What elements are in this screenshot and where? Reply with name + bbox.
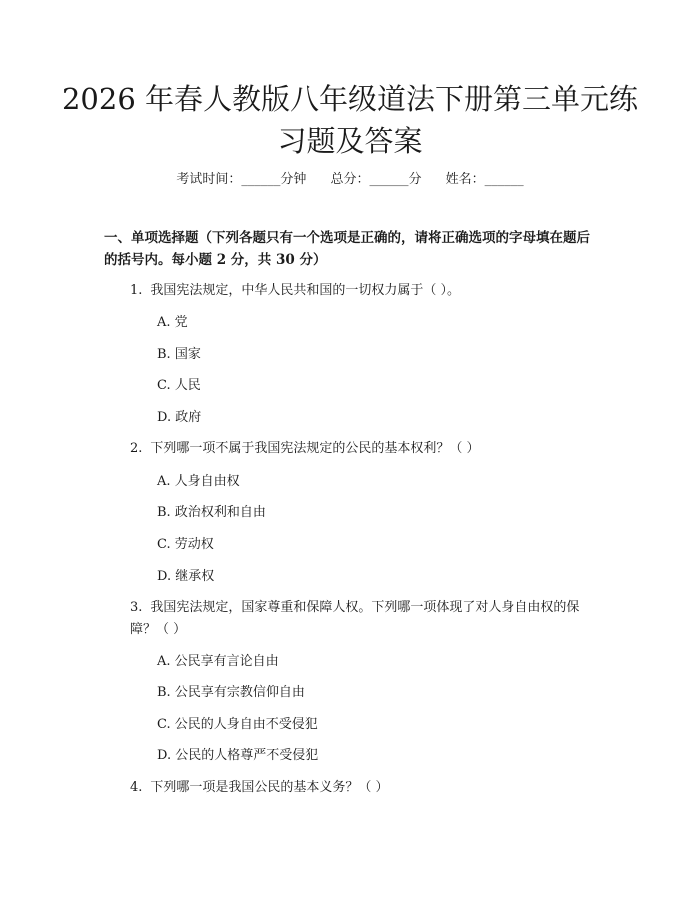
question-1	[130, 280, 600, 302]
student-name: 姓名：______	[445, 172, 524, 187]
option-3b: B. 公民享有宗教信仰自由	[157, 685, 305, 700]
option-1c: C. 人民	[157, 378, 201, 393]
exam-time: 考试时间：______分钟	[176, 172, 307, 187]
option-1d: D. 政府	[157, 410, 202, 425]
question-2	[130, 438, 600, 460]
section-heading: 一、单项选择题（下列各题只有一个选项是正确的，请将正确选项的字母填在题后的括号内。每小题 2 分，共 30 分）	[104, 230, 590, 268]
question-3	[130, 597, 600, 641]
question-text: 我国宪法规定，国家尊重和保障人权。下列哪一项体现了对人身自由权的保障？（ ）	[130, 600, 580, 637]
exam-total-score: 总分：______分	[330, 172, 422, 187]
option-1b: B. 国家	[157, 347, 201, 362]
question-number: 2.	[130, 441, 143, 456]
option-2b: B. 政治权利和自由	[157, 505, 266, 520]
option-2a: A. 人身自由权	[157, 474, 240, 489]
question-4	[130, 777, 600, 799]
question-number: 4.	[130, 780, 143, 795]
option-3a: A. 公民享有言论自由	[157, 654, 279, 669]
option-2c: C. 劳动权	[157, 537, 214, 552]
question-text: 下列哪一项是我国公民的基本义务？（ ）	[150, 780, 389, 795]
question-text: 我国宪法规定，中华人民共和国的一切权力属于（ ）。	[150, 283, 461, 298]
option-3d: D. 公民的人格尊严不受侵犯	[157, 748, 319, 763]
option-3c: C. 公民的人身自由不受侵犯	[157, 717, 318, 732]
option-2d: D. 继承权	[157, 569, 215, 584]
document-title: 2026 年春人教版八年级道法下册第三单元练习题及答案	[61, 82, 639, 158]
exam-meta	[0, 168, 700, 187]
question-number: 1.	[130, 283, 143, 298]
option-1a: A. 党	[157, 315, 188, 330]
question-number: 3.	[130, 600, 143, 615]
question-text: 下列哪一项不属于我国宪法规定的公民的基本权利？（ ）	[150, 441, 480, 456]
